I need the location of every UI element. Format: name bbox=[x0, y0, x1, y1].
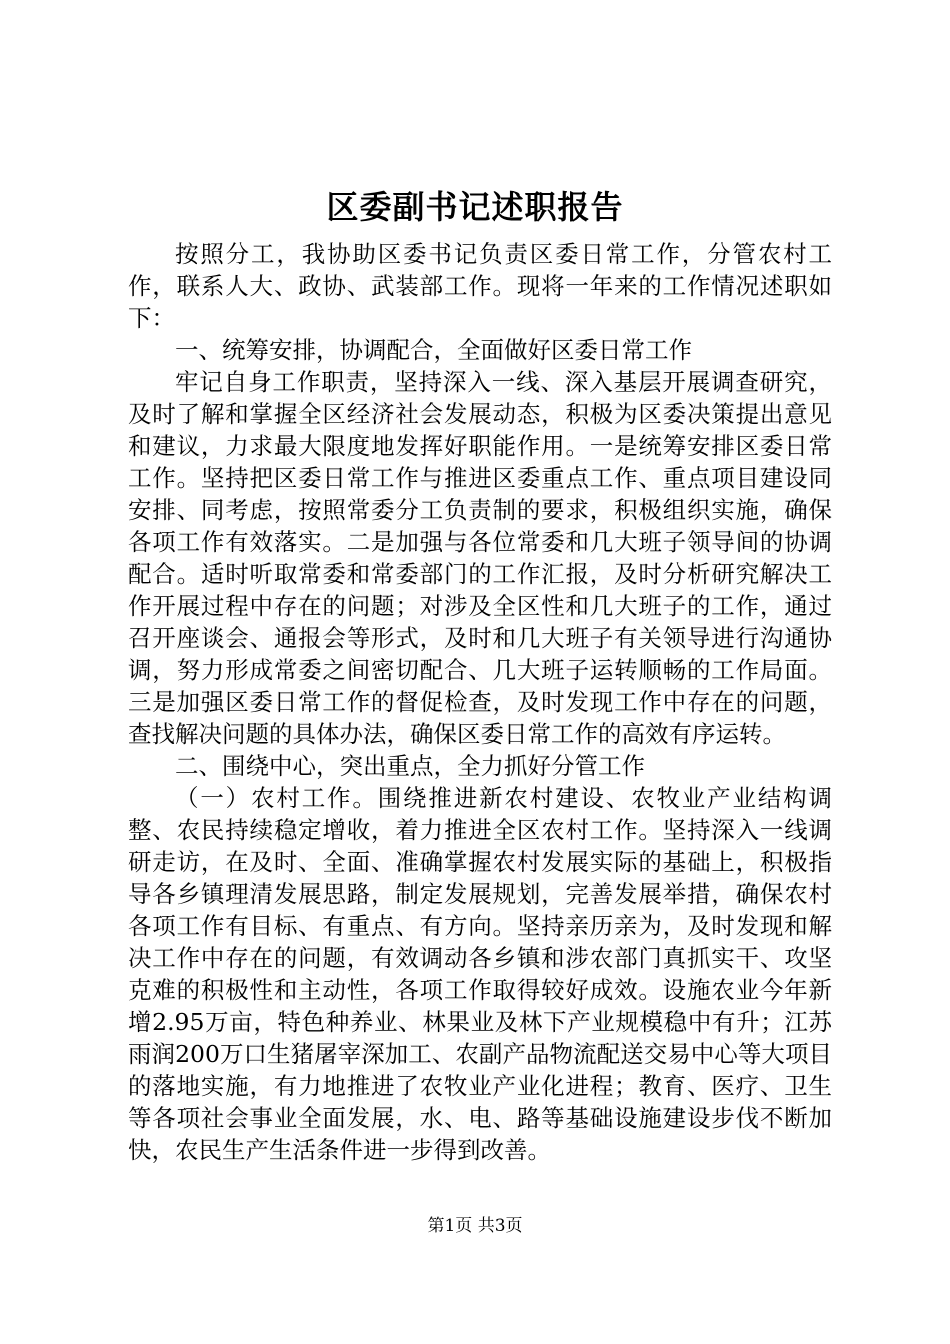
section-1-paragraph: 牢记自身工作职责，坚持深入一线、深入基层开展调查研究，及时了解和掌握全区经济社会发展动态，积极为区委决策提出意见和建议，力求最大限度地发挥好职能作用。一是统筹安排区委日常工作。坚持把区委日常工作与推进区委重点工作、重点项目建设同安排、同考虑，按照常委分工负责制的要求，积极组织实施，确保各项工作有效落实。二是加强与各位常委和几大班子领导间的协调配合。适时听取常委和常委部门的工作汇报，及时分析研究解决工作开展过程中存在的问题；对涉及全区性和几大班子的工作，通过召开座谈会、通报会等形式，及时和几大班子有关领导进行沟通协调，努力形成常委之间密切配合、几大班子运转顺畅的工作局面。三是加强区委日常工作的督促检查，及时发现工作中存在的问题，查找解决问题的具体办法，确保区委日常工作的高效有序运转。 bbox=[128, 368, 832, 748]
section-2-paragraph: （一）农村工作。围绕推进新农村建设、农牧业产业结构调整、农民持续稳定增收，着力推进全区农村工作。坚持深入一线调研走访，在及时、全面、准确掌握农村发展实际的基础上，积极指导各乡镇理清发展思路，制定发展规划，完善发展举措，确保农村各项工作有目标、有重点、有方向。坚持亲历亲为，及时发现和解决工作中存在的问题，有效调动各乡镇和涉农部门真抓实干、攻坚克难的积极性和主动性，各项工作取得较好成效。设施农业今年新增2.95万亩，特色种养业、林果业及林下产业规模稳中有升；江苏雨润200万口生猪屠宰深加工、农副产品物流配送交易中心等大项目的落地实施，有力地推进了农牧业产业化进程；教育、医疗、卫生等各项社会事业全面发展，水、电、路等基础设施建设步伐不断加快，农民生产生活条件进一步得到改善。 bbox=[128, 784, 832, 1164]
section-heading-1: 一、统筹安排，协调配合，全面做好区委日常工作 bbox=[175, 336, 692, 364]
page-footer: 第1页 共3页 bbox=[427, 1216, 523, 1236]
document-body bbox=[128, 238, 832, 1166]
document-title: 区委副书记述职报告 bbox=[326, 188, 624, 226]
section-heading-2: 二、围绕中心，突出重点，全力抓好分管工作 bbox=[175, 752, 645, 780]
intro-paragraph: 按照分工，我协助区委书记负责区委日常工作，分管农村工作，联系人大、政协、武装部工作。现将一年来的工作情况述职如下： bbox=[128, 240, 832, 332]
